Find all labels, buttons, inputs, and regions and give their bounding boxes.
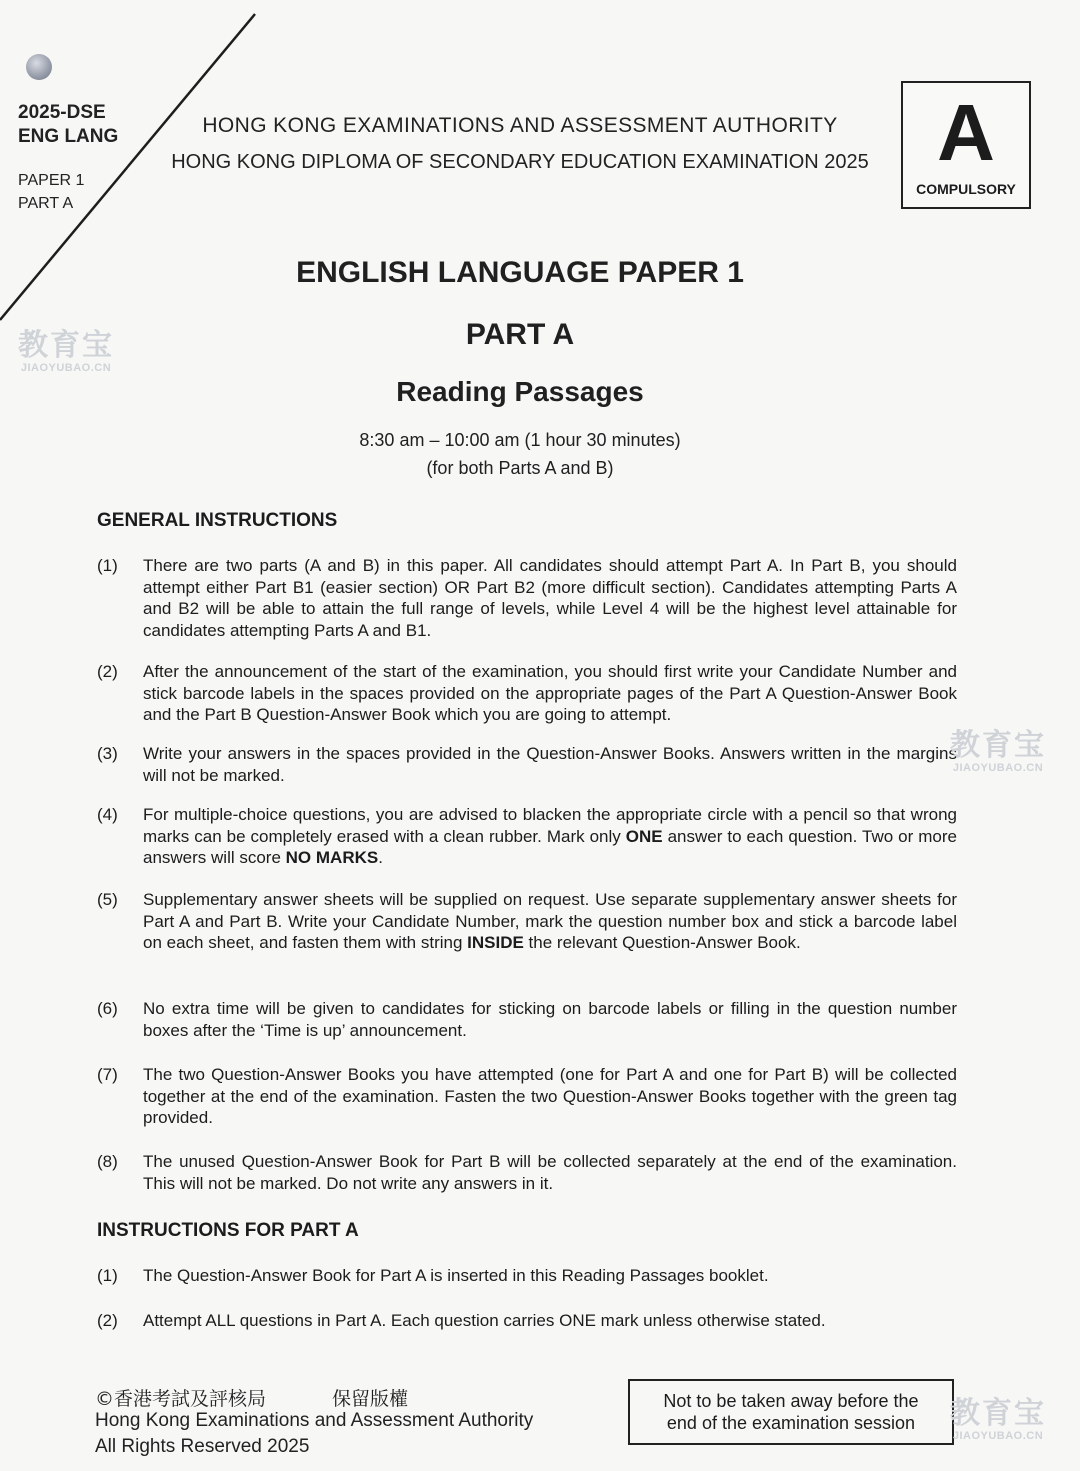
instruction-item [97, 1064, 957, 1129]
exam-name: HONG KONG DIPLOMA OF SECONDARY EDUCATION EXAMINATION 2025 [171, 151, 869, 173]
part-title: PART A [465, 318, 575, 351]
watermark-logo: 教育宝 JIAOYUBAO.CN [18, 328, 114, 374]
authority-name: HONG KONG EXAMINATIONS AND ASSESSMENT AUTHORITY [202, 114, 838, 137]
instruction-text: No extra time will be given to candidates for sticking on barcode labels or filling in the question number boxes after the ‘Time is up’ announcement. [143, 999, 957, 1040]
instruction-number: (1) [97, 556, 118, 575]
instruction-number: (2) [97, 662, 118, 681]
corner-part: PART A [18, 195, 74, 212]
general-instructions-heading: GENERAL INSTRUCTIONS [97, 510, 338, 531]
watermark-logo: 教育宝 JIAOYUBAO.CN [950, 728, 1046, 774]
compulsory-label: COMPULSORY [916, 181, 1016, 197]
instruction-number: (4) [97, 805, 118, 824]
corner-paper: PAPER 1 [18, 172, 85, 189]
watermark-logo: 教育宝 JIAOYUBAO.CN [950, 1396, 1046, 1442]
instruction-item [97, 998, 957, 1041]
instruction-text: The two Question-Answer Books you have attempted (one for Part A and one for Part B) will be collected together at the end of the examination. Fasten the two Question-Answer Books together with the green tag provided. [143, 1065, 957, 1127]
corner-subject: ENG LANG [18, 126, 119, 147]
paper-title: ENGLISH LANGUAGE PAPER 1 [296, 256, 744, 289]
instruction-text: Write your answers in the spaces provided in the Question-Answer Books. Answers written in the margins will not be marked. [143, 744, 957, 785]
instruction-text: There are two parts (A and B) in this paper. All candidates should attempt Part A. In Part B, you should attempt either Part B1 (easier section) OR Part B2 (more difficult section). Candidates attempting Parts A and B2 will be able to attain the full range of levels, while Level 4 will be the highest level attainable for candidates attempting Parts A and B1. [143, 556, 957, 640]
instruction-item [97, 1151, 957, 1194]
instruction-number: (2) [97, 1311, 118, 1330]
instruction-text: Supplementary answer sheets will be supplied on request. Use separate supplementary answer sheets for Part A and Part B. Write your Candidate Number, mark the question number box and stick a barcode label on each sheet, and fasten them with string INSIDE the relevant Question-Answer Book. [143, 890, 957, 952]
part-a-compulsory-box [901, 81, 1031, 209]
time-note: (for both Parts A and B) [426, 458, 614, 478]
instruction-item [97, 804, 957, 869]
instruction-text: The Question-Answer Book for Part A is inserted in this Reading Passages booklet. [143, 1266, 769, 1285]
notice-line-1: Not to be taken away before the [663, 1391, 919, 1411]
copyright-chinese: ©香港考試及評核局 [95, 1388, 267, 1410]
part-a-instructions-heading: INSTRUCTIONS FOR PART A [97, 1220, 359, 1241]
take-away-notice-box [628, 1379, 954, 1445]
instruction-item [97, 661, 957, 726]
instruction-text: After the announcement of the start of the examination, you should first write your Candidate Number and stick barcode labels in the spaces provided on the appropriate pages of the Part A Question-Answer Book and the Part B Question-Answer Book which you are going to attempt. [143, 662, 957, 724]
instruction-item [97, 743, 957, 786]
instruction-number: (3) [97, 744, 118, 763]
instruction-item [97, 1310, 957, 1332]
instruction-number: (8) [97, 1152, 118, 1171]
instruction-item [97, 555, 957, 641]
instruction-number: (1) [97, 1266, 118, 1285]
rights-reserved-chinese: 保留版權 [332, 1388, 409, 1410]
instruction-text: For multiple-choice questions, you are advised to blacken the appropriate circle with a pencil so that wrong marks can be completely erased with a clean rubber. Mark only ONE answer to each question. Two or more answers will score NO MARKS. [143, 805, 957, 867]
rights-reserved: All Rights Reserved 2025 [95, 1436, 310, 1457]
instruction-text: Attempt ALL questions in Part A. Each question carries ONE mark unless otherwise stated. [143, 1311, 826, 1330]
instruction-item [97, 889, 957, 954]
corner-exam-code: 2025-DSE [18, 102, 106, 123]
instruction-number: (6) [97, 999, 118, 1018]
copyright-english: Hong Kong Examinations and Assessment Authority [95, 1410, 534, 1431]
instruction-number: (5) [97, 890, 118, 909]
booklet-subtitle: Reading Passages [396, 376, 644, 407]
exam-time: 8:30 am – 10:00 am (1 hour 30 minutes) [359, 430, 681, 450]
instruction-number: (7) [97, 1065, 118, 1084]
instruction-item [97, 1265, 957, 1287]
instruction-text: The unused Question-Answer Book for Part B will be collected separately at the end of the examination. This will not be marked. Do not write any answers in it. [143, 1152, 957, 1193]
part-letter: A [937, 88, 995, 177]
notice-line-2: end of the examination session [666, 1413, 916, 1433]
